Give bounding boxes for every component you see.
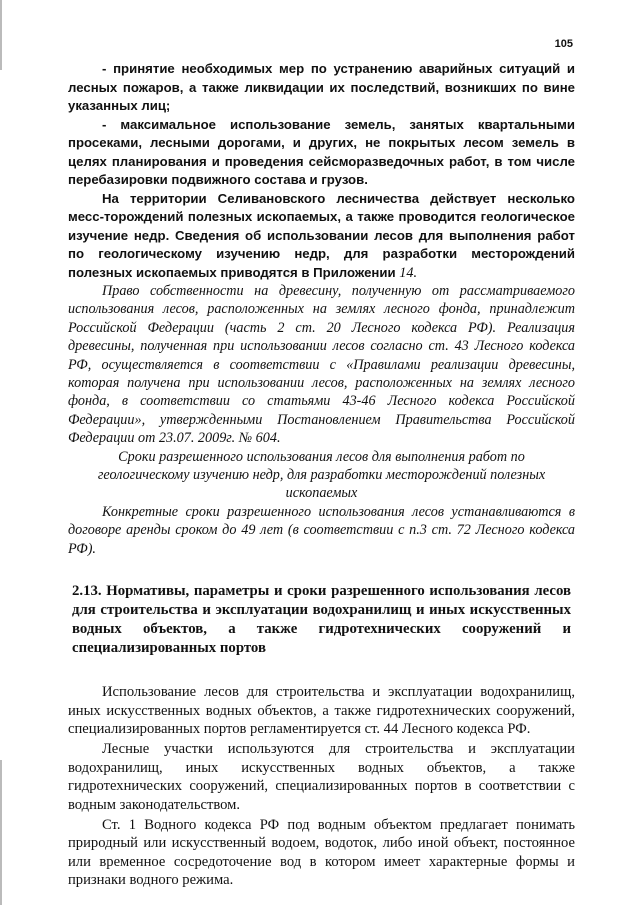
regular-section [68,683,575,889]
paragraph-land-plots: Лесные участки используются для строительства и эксплуатации водохранилищ, иных искусственных водных объектов, а также гидротехнических сооружений, специализированных портов в соответствии с водным законодательством. [68,741,575,813]
italic-section [68,282,575,558]
paragraph-water-code: Ст. 1 Водного кодекса РФ под водным объектом предлагает понимать природный или искусственный водоем, водоток, либо иной объект, постоянное или временное сосредоточение вод в котором имеет характерные формы и признаки водного режима. [68,816,575,889]
paragraph-deposits [68,190,575,283]
paragraph-forest-use-reservoirs: Использование лесов для строительства и эксплуатации водохранилищ, иных искусственных водных объектов, а также гидротехнических сооружений, специализированных портов регламентируется ст. 44 Лесного кодекса РФ. [68,684,575,737]
bullet-paragraph-emergency: - принятие необходимых мер по устранению аварийных ситуаций и лесных пожаров, а также ликвидации их последствий, возникших по вине указанных лиц; [68,61,575,113]
page-content [68,60,575,890]
section-heading-2-13: 2.13. Нормативы, параметры и сроки разрешенного использования лесов для строительства и эксплуатации водохранилищ и иных искусственных водных объектов, а также гидротехнических сооружений и специализированных портов [72,583,571,657]
scan-edge-mark [0,0,2,70]
appendix-reference: 14. [399,264,417,281]
paragraph-deposits-text: На территории Селивановского лесничества действует несколько месс-торождений полезных ископаемых, а также проводится геологическое изучение недр. Сведения об использовании лесов для выполнения работ по геологическому изучению недр, для разработки месторождений полезных ископаемых приводятся в Приложении [68,190,575,280]
paragraph-lease-terms: Конкретные сроки разрешенного использования лесов устанавливаются в договоре аренды сроком до 49 лет (в соответствии с п.3 ст. 72 Лесного кодекса РФ). [68,503,575,557]
scan-edge-mark [0,760,2,905]
bullet-paragraph-land-use: - максимальное использование земель, занятых квартальными просеками, лесными дорогами, и других, не покрытых лесом земель в целях планирования и проведения сейсморазведочных работ, в том числе перебазировки подвижного состава и грузов. [68,116,575,187]
bold-section [68,60,575,282]
page-number: 105 [554,38,573,50]
paragraph-ownership: Право собственности на древесину, полученную от рассматриваемого использования лесов, расположенных на землях лесного фонда, принадлежит Российской Федерации (часть 2 ст. 20 Лесного кодекса РФ). Реализация древесины, полученная при использовании лесов согласно ст. 43 Лесного кодекса РФ, осуществляется в соответствии с «Правилами реализации древесины, которая получена при использовании лесов, расположенных на землях лесного фонда, в соответствии со статьями 43-46 Лесного кодекса Российской Федерации», утвержденными Постановлением Правительства Российской Федерации от 23.07. 2009г. № 604. [68,283,575,447]
subheading-terms-geology: Сроки разрешенного использования лесов для выполнения работ по геологическому изучению недр, для разработки месторождений полезных ископаемых [97,448,546,502]
